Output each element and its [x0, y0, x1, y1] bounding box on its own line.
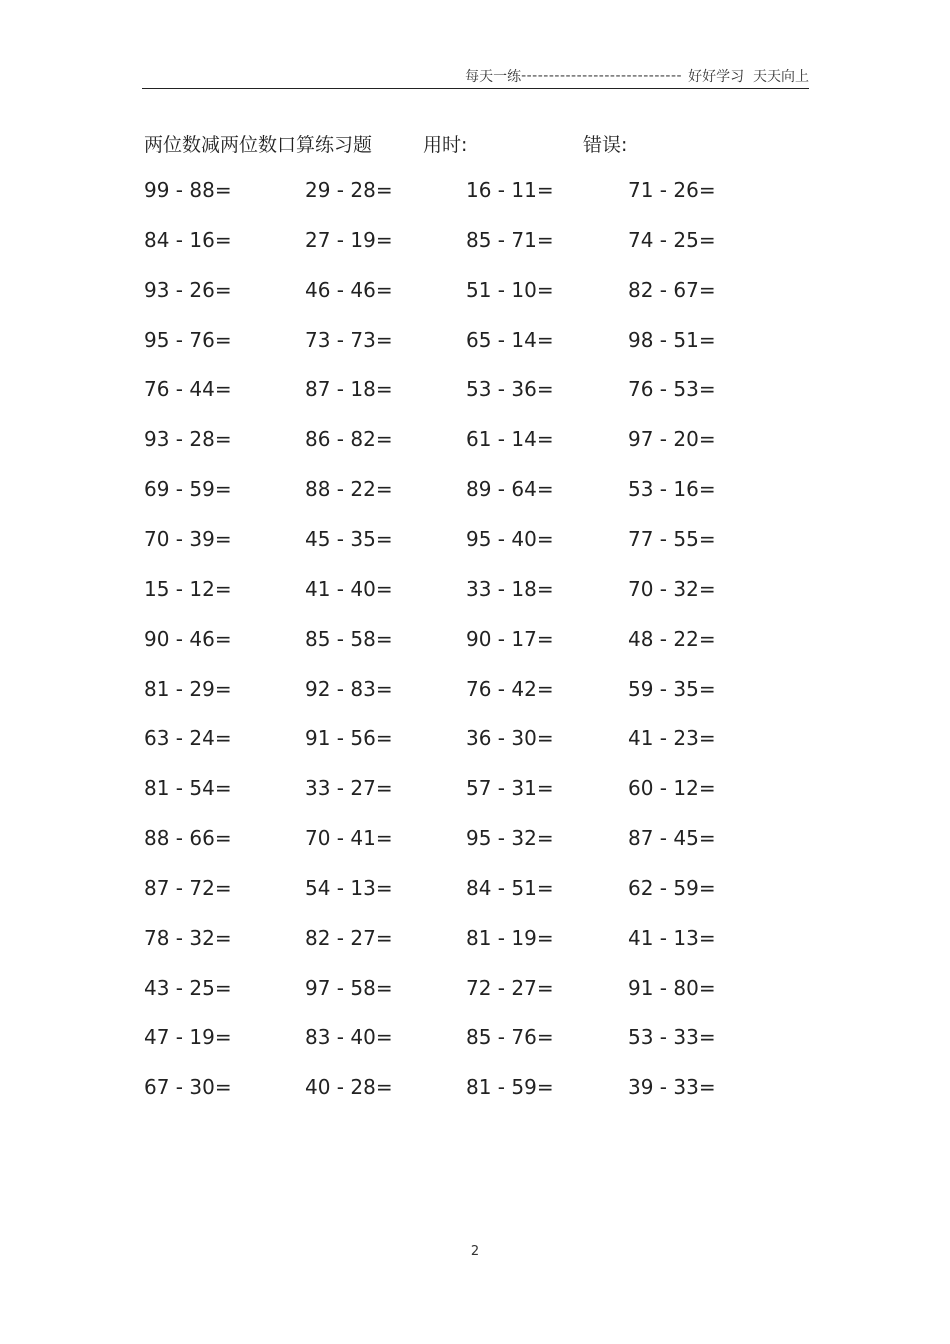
problem-item: 82 - 27= — [305, 925, 393, 950]
problem-item: 57 - 31= — [466, 776, 554, 801]
problem-item: 93 - 28= — [144, 427, 232, 452]
problem-item: 87 - 45= — [628, 826, 716, 851]
problem-item: 59 - 35= — [628, 676, 716, 701]
problem-item: 78 - 32= — [144, 925, 232, 950]
problem-item: 16 - 11= — [466, 178, 554, 202]
problem-item: 99 - 88= — [144, 178, 232, 202]
page-number: 2 — [470, 1244, 480, 1259]
problem-item: 81 - 54= — [144, 776, 232, 801]
problem-item: 40 - 28= — [305, 1075, 393, 1100]
problem-item: 29 - 28= — [305, 178, 393, 202]
problem-item: 86 - 82= — [305, 427, 393, 452]
problem-item: 53 - 33= — [628, 1025, 716, 1050]
problem-item: 41 - 13= — [628, 925, 716, 950]
problem-item: 95 - 40= — [466, 526, 554, 551]
problem-item: 97 - 20= — [628, 427, 716, 452]
problem-item: 39 - 33= — [628, 1075, 716, 1100]
problem-item: 53 - 16= — [628, 477, 716, 502]
problem-item: 70 - 32= — [628, 576, 716, 601]
problem-item: 33 - 27= — [305, 776, 393, 801]
problem-item: 27 - 19= — [305, 227, 393, 252]
problem-item: 62 - 59= — [628, 875, 716, 900]
problem-item: 65 - 14= — [466, 327, 554, 352]
problem-item: 77 - 55= — [628, 526, 716, 551]
time-label: 用时: — [423, 134, 468, 156]
problem-item: 33 - 18= — [466, 576, 554, 601]
problem-item: 63 - 24= — [144, 726, 232, 751]
problem-item: 71 - 26= — [628, 178, 716, 202]
problem-item: 91 - 80= — [628, 975, 716, 1000]
errors-label: 错误: — [583, 134, 628, 156]
problem-item: 74 - 25= — [628, 227, 716, 252]
problem-item: 43 - 25= — [144, 975, 232, 1000]
header-motto-left: 每天一练 — [465, 69, 522, 85]
problem-item: 54 - 13= — [305, 875, 393, 900]
problem-item: 85 - 76= — [466, 1025, 554, 1050]
problem-item: 73 - 73= — [305, 327, 393, 352]
problem-item: 60 - 12= — [628, 776, 716, 801]
problem-item: 76 - 53= — [628, 377, 716, 402]
problem-item: 53 - 36= — [466, 377, 554, 402]
problem-item: 92 - 83= — [305, 676, 393, 701]
problem-item: 87 - 18= — [305, 377, 393, 402]
problem-item: 85 - 71= — [466, 227, 554, 252]
problem-item: 84 - 51= — [466, 875, 554, 900]
problem-item: 95 - 76= — [144, 327, 232, 352]
problem-item: 41 - 23= — [628, 726, 716, 751]
problem-item: 76 - 42= — [466, 676, 554, 701]
problem-item: 70 - 39= — [144, 526, 232, 551]
problem-item: 70 - 41= — [305, 826, 393, 851]
header-motto-right: 好好学习 天天向上 — [688, 69, 809, 85]
problem-item: 90 - 17= — [466, 626, 554, 651]
problem-item: 95 - 32= — [466, 826, 554, 851]
problem-item: 89 - 64= — [466, 477, 554, 502]
problem-item: 85 - 58= — [305, 626, 393, 651]
problem-item: 81 - 19= — [466, 925, 554, 950]
header-dashes: ----------------------------- — [521, 68, 683, 84]
problem-item: 88 - 66= — [144, 826, 232, 851]
problem-item: 90 - 46= — [144, 626, 232, 651]
problem-item: 69 - 59= — [144, 477, 232, 502]
problem-item: 72 - 27= — [466, 975, 554, 1000]
problem-item: 87 - 72= — [144, 875, 232, 900]
problem-item: 81 - 59= — [466, 1075, 554, 1100]
problem-item: 91 - 56= — [305, 726, 393, 751]
problem-item: 67 - 30= — [144, 1075, 232, 1100]
problem-item: 51 - 10= — [466, 277, 554, 302]
problem-item: 88 - 22= — [305, 477, 393, 502]
problem-item: 83 - 40= — [305, 1025, 393, 1050]
problem-item: 81 - 29= — [144, 676, 232, 701]
problem-item: 45 - 35= — [305, 526, 393, 551]
problem-item: 84 - 16= — [144, 227, 232, 252]
problem-item: 15 - 12= — [144, 576, 232, 601]
problem-item: 61 - 14= — [466, 427, 554, 452]
problem-item: 97 - 58= — [305, 975, 393, 1000]
worksheet-title: 两位数减两位数口算练习题 — [144, 134, 373, 156]
problem-item: 41 - 40= — [305, 576, 393, 601]
problem-item: 47 - 19= — [144, 1025, 232, 1050]
problem-item: 98 - 51= — [628, 327, 716, 352]
problem-item: 76 - 44= — [144, 377, 232, 402]
problem-item: 46 - 46= — [305, 277, 393, 302]
problem-item: 93 - 26= — [144, 277, 232, 302]
problem-item: 36 - 30= — [466, 726, 554, 751]
problem-item: 48 - 22= — [628, 626, 716, 651]
problem-item: 82 - 67= — [628, 277, 716, 302]
